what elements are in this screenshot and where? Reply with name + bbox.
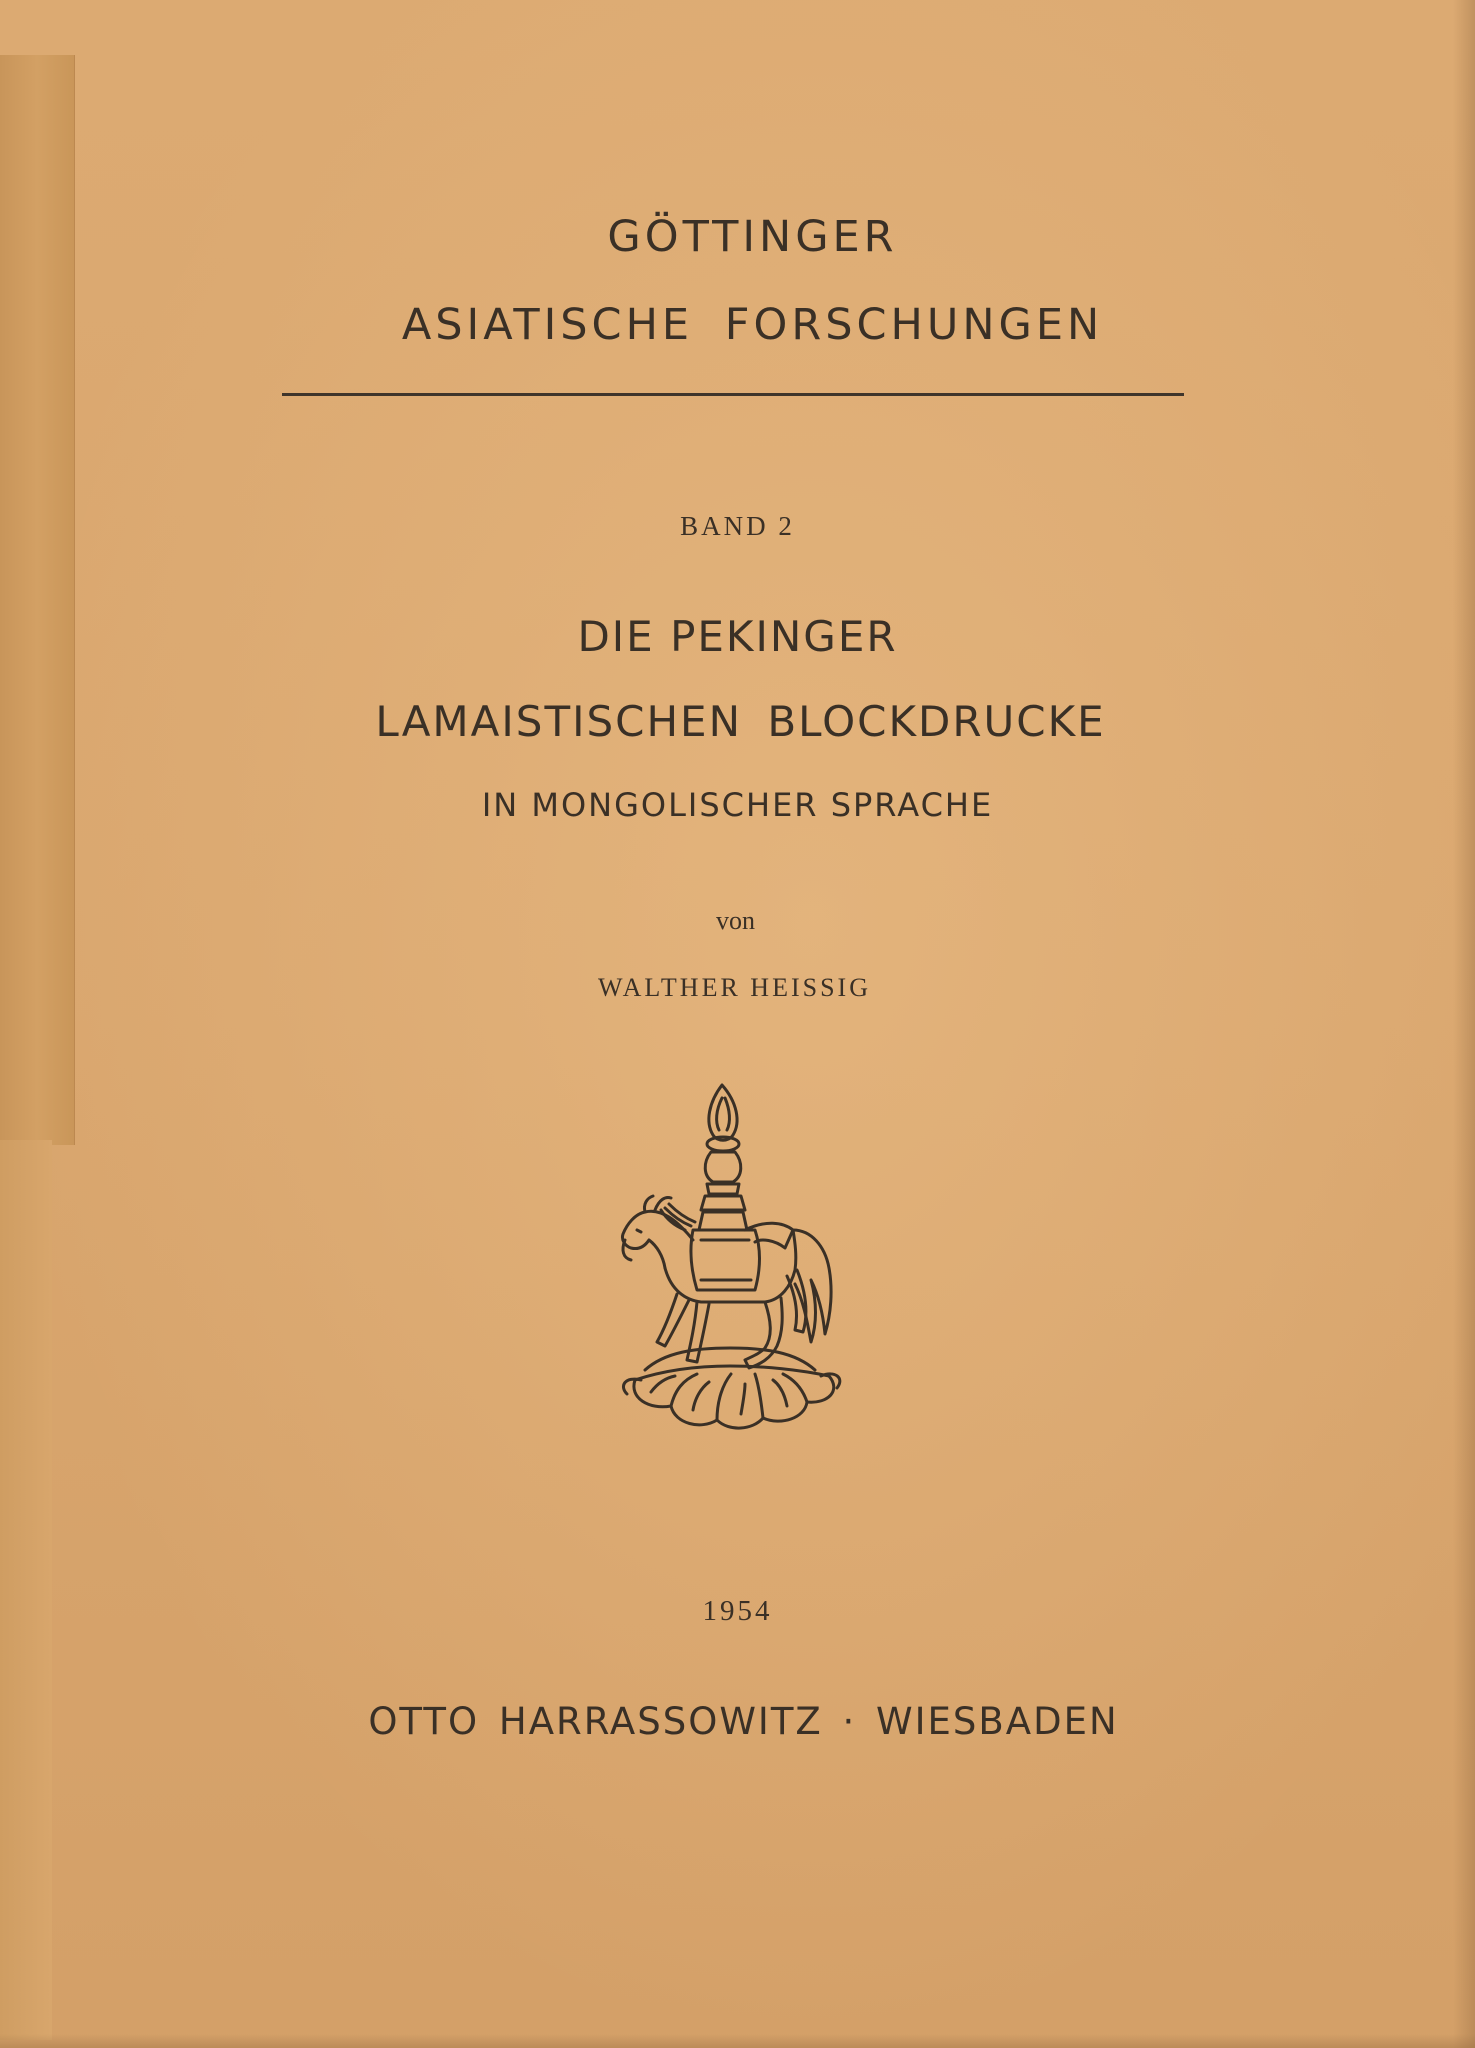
series-title-line1: GÖTTINGER (607, 212, 898, 262)
by-label: von (716, 906, 755, 935)
title-divider (282, 393, 1184, 396)
publisher-line: OTTO HARRASSOWITZ · WIESBADEN (368, 1700, 1119, 1743)
author-name: WALTHER HEISSIG (598, 973, 871, 1002)
book-title-line2: LAMAISTISCHEN BLOCKDRUCKE (375, 697, 1106, 746)
volume-label: BAND 2 (680, 511, 795, 541)
book-title-line1: DIE PEKINGER (577, 612, 898, 661)
horse-with-jewel-on-lotus-icon (605, 1080, 855, 1435)
book-subtitle: IN MONGOLISCHER SPRACHE (481, 786, 994, 824)
cover-bottom-shadow (0, 2034, 1475, 2048)
series-title-line2: ASIATISCHE FORSCHUNGEN (401, 300, 1104, 350)
tape-strip-lower (0, 1140, 52, 2040)
publication-year: 1954 (702, 1595, 773, 1627)
